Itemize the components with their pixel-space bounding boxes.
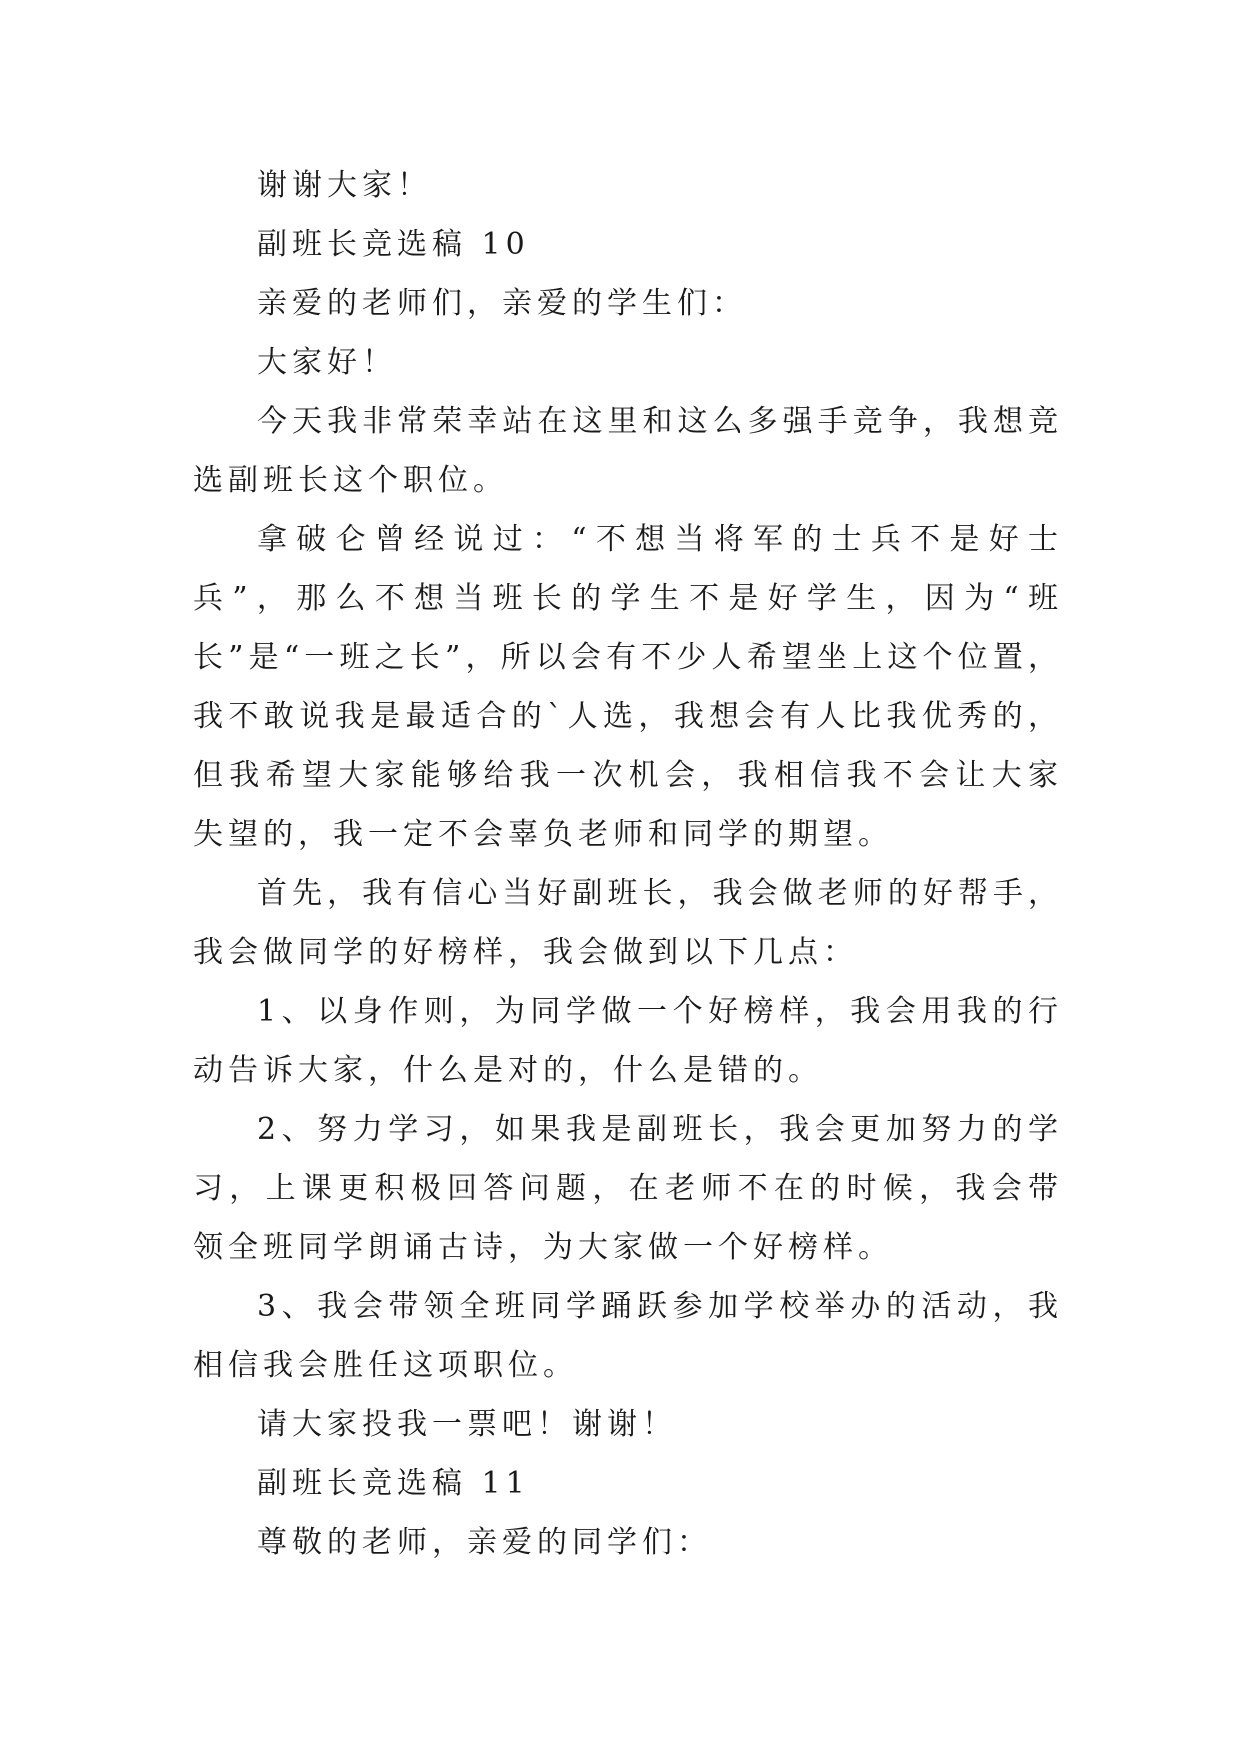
point-2: 2、努力学习，如果我是副班长，我会更加努力的学习，上课更积极回答问题，在老师不在的时候，我会带领全班同学朗诵古诗，为大家做一个好榜样。 bbox=[193, 1112, 1063, 1265]
point-3: 3、我会带领全班同学踊跃参加学校举办的活动，我相信我会胜任这项职位。 bbox=[193, 1289, 1063, 1383]
closing-thanks: 谢谢大家！ bbox=[257, 168, 432, 203]
salutation: 亲爱的老师们，亲爱的学生们： bbox=[257, 286, 747, 321]
salutation-2: 尊敬的老师，亲爱的同学们： bbox=[257, 1525, 712, 1560]
greeting: 大家好！ bbox=[257, 345, 397, 380]
section-heading-10: 副班长竞选稿 10 bbox=[257, 227, 530, 262]
point-1: 1、以身作则，为同学做一个好榜样，我会用我的行动告诉大家，什么是对的，什么是错的。 bbox=[193, 994, 1063, 1088]
section-heading-11: 副班长竞选稿 11 bbox=[257, 1466, 530, 1501]
confidence-paragraph: 首先，我有信心当好副班长，我会做老师的好帮手，我会做同学的好榜样，我会做到以下几点： bbox=[193, 876, 1063, 970]
intro-paragraph: 今天我非常荣幸站在这里和这么多强手竞争，我想竞选副班长这个职位。 bbox=[193, 404, 1063, 498]
vote-request: 请大家投我一票吧！谢谢！ bbox=[257, 1407, 677, 1442]
document-body bbox=[193, 156, 1063, 1572]
quote-paragraph: 拿破仑曾经说过：“不想当将军的士兵不是好士兵”，那么不想当班长的学生不是好学生，因为“班长”是“一班之长”，所以会有不少人希望坐上这个位置，我不敢说我是最适合的`人选，我想会有人比我优秀的，但我希望大家能够给我一次机会，我相信我不会让大家失望的，我一定不会辜负老师和同学的期望。 bbox=[193, 522, 1063, 852]
